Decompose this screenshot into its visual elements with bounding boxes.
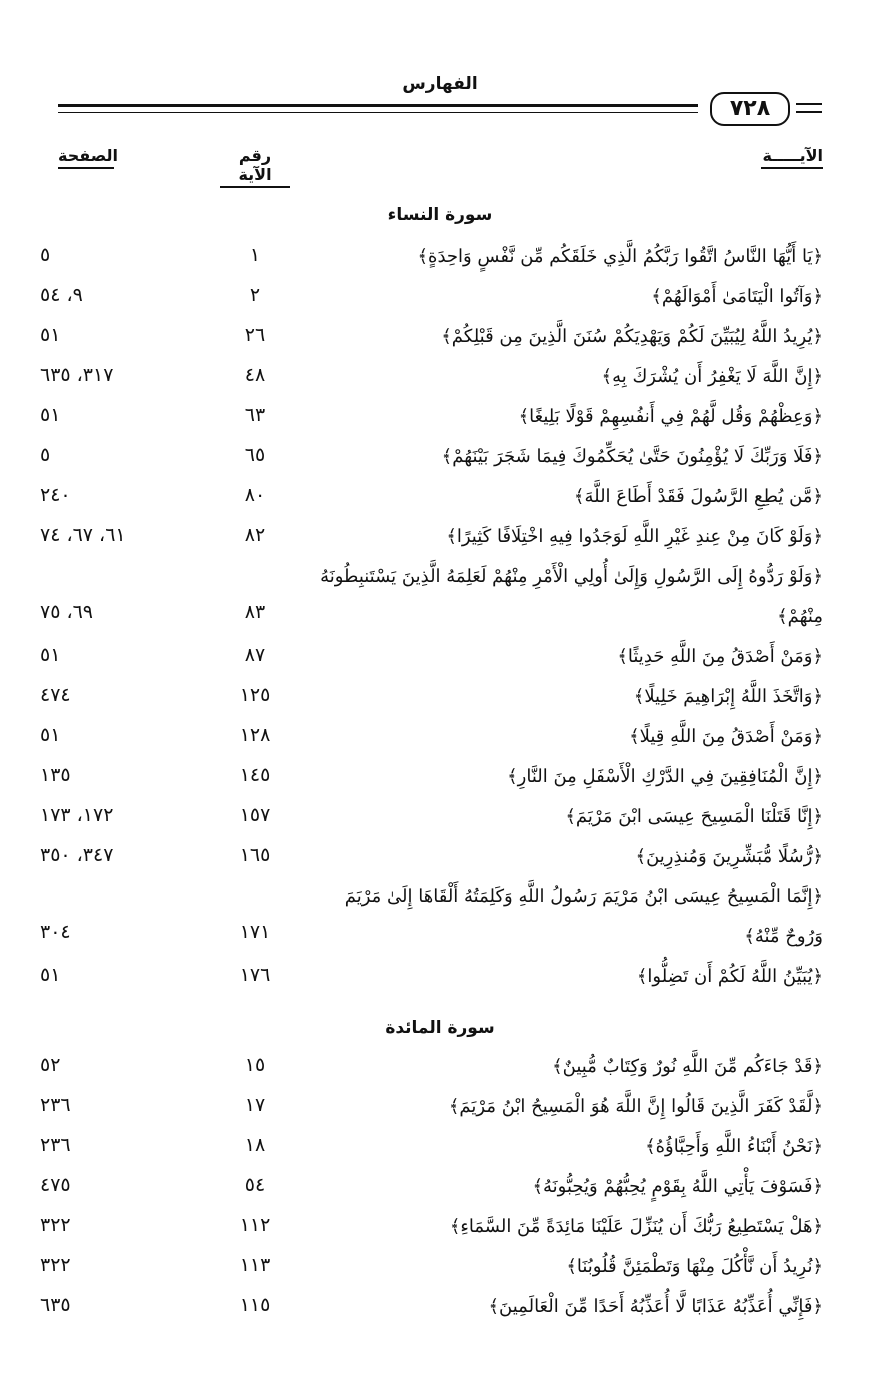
header-rule-thin [58, 112, 698, 113]
verse-text: ﴿إِنَّمَا الْمَسِيحُ عِيسَى ابْنُ مَرْيَمَ رَسُولُ اللَّهِ وَكَلِمَتُهُ أَلْقَاهَا إِلَىٰ مَرْيَمَ وَرُوحٌ مِّنْهُ﴾ [344, 886, 823, 947]
index-row [0, 1247, 885, 1287]
page-refs: ٢٣٦ [40, 1094, 71, 1116]
verse-text: ﴿إِنَّ اللَّهَ لَا يَغْفِرُ أَن يُشْرَكَ بِهِ﴾ [601, 366, 823, 387]
index-row [0, 437, 885, 477]
surah-title: سورة النساء [387, 205, 493, 225]
verse-text: ﴿وَلَوْ كَانَ مِنْ عِندِ غَيْرِ اللَّهِ لَوَجَدُوا فِيهِ اخْتِلَافًا كَثِيرًا﴾ [446, 526, 823, 547]
index-row [0, 1167, 885, 1207]
index-row [0, 677, 885, 717]
index-row [0, 237, 885, 277]
page-refs: ٣٤٧، ٣٥٠ [40, 844, 114, 866]
page-number: ٧٢٨ [710, 92, 790, 126]
verse-text: ﴿وَلَوْ رَدُّوهُ إِلَى الرَّسُولِ وَإِلَىٰ أُولِي الْأَمْرِ مِنْهُمْ لَعَلِمَهُ الَّذِينَ يَسْتَنبِطُونَهُ مِنْهُمْ﴾ [320, 566, 823, 627]
verse-text: ﴿فَسَوْفَ يَأْتِي اللَّهُ بِقَوْمٍ يُحِبُّهُمْ وَيُحِبُّونَهُ﴾ [532, 1176, 823, 1197]
verse-text: ﴿وَعِظْهُمْ وَقُل لَّهُمْ فِي أَنفُسِهِمْ قَوْلًا بَلِيغًا﴾ [518, 406, 823, 427]
column-header-ayah-number: رقم الآية [220, 146, 290, 188]
ayah-number: ١١٣ [239, 1254, 271, 1276]
ayah-number: ٨٣ [244, 601, 266, 623]
index-row [0, 477, 885, 517]
index-row [0, 877, 885, 957]
index-row [0, 797, 885, 837]
page-number-rule [796, 111, 822, 113]
index-row [0, 357, 885, 397]
verse-text: ﴿فَلَا وَرَبِّكَ لَا يُؤْمِنُونَ حَتَّىٰ يُحَكِّمُوكَ فِيمَا شَجَرَ بَيْنَهُمْ﴾ [441, 446, 823, 467]
ayah-number: ١٧١ [239, 921, 271, 943]
index-row [0, 1127, 885, 1167]
verse-text: ﴿نُرِيدُ أَن نَّأْكُلَ مِنْهَا وَتَطْمَئِنَّ قُلُوبُنَا﴾ [566, 1256, 823, 1277]
header-rule [58, 104, 698, 107]
page-refs: ٥١ [40, 964, 61, 986]
page-refs: ٢٣٦ [40, 1134, 71, 1156]
verse-text: ﴿لَّقَدْ كَفَرَ الَّذِينَ قَالُوا إِنَّ اللَّهَ هُوَ الْمَسِيحُ ابْنُ مَرْيَمَ﴾ [448, 1096, 823, 1117]
ayah-number: ١ [249, 244, 261, 266]
verse-text: ﴿هَلْ يَسْتَطِيعُ رَبُّكَ أَن يُنَزِّلَ عَلَيْنَا مَائِدَةً مِّنَ السَّمَاءِ﴾ [449, 1216, 823, 1237]
page-refs: ٤٧٤ [40, 684, 71, 706]
ayah-number: ١٤٥ [239, 764, 271, 786]
column-header-page: الصفحة [58, 146, 114, 169]
index-row [0, 317, 885, 357]
ayah-number: ١٦٥ [239, 844, 271, 866]
ayah-number: ١٥ [244, 1054, 266, 1076]
index-row [0, 637, 885, 677]
verse-text: ﴿يُرِيدُ اللَّهُ لِيُبَيِّنَ لَكُمْ وَيَهْدِيَكُمْ سُنَنَ الَّذِينَ مِن قَبْلِكُمْ﴾ [441, 326, 823, 347]
index-row [0, 1047, 885, 1087]
page-refs: ٣٢٢ [40, 1254, 71, 1276]
ayah-number: ٢٦ [244, 324, 266, 346]
index-row [0, 1287, 885, 1327]
running-title: الفهارس [402, 74, 478, 94]
verse-text: ﴿مَّن يُطِعِ الرَّسُولَ فَقَدْ أَطَاعَ اللَّهَ﴾ [573, 486, 823, 507]
page-refs: ٥ [40, 244, 51, 266]
page-refs: ٥٢ [40, 1054, 61, 1076]
index-row [0, 957, 885, 997]
page-refs: ١٣٥ [40, 764, 71, 786]
surah-title: سورة المائدة [385, 1018, 495, 1038]
page-refs: ٦١، ٦٧، ٧٤ [40, 524, 126, 546]
ayah-number: ١٢٥ [239, 684, 271, 706]
verse-text: ﴿إِنَّ الْمُنَافِقِينَ فِي الدَّرْكِ الْأَسْفَلِ مِنَ النَّارِ﴾ [507, 766, 823, 787]
ayah-number: ٨٧ [244, 644, 266, 666]
verse-text: ﴿نَحْنُ أَبْنَاءُ اللَّهِ وَأَحِبَّاؤُهُ﴾ [645, 1136, 823, 1157]
index-row [0, 517, 885, 557]
verse-text: ﴿إِنَّا قَتَلْنَا الْمَسِيحَ عِيسَى ابْنَ مَرْيَمَ﴾ [565, 806, 823, 827]
ayah-number: ٦٣ [244, 404, 266, 426]
ayah-number: ١٧ [244, 1094, 266, 1116]
ayah-number: ١٧٦ [239, 964, 271, 986]
verse-text: ﴿يُبَيِّنُ اللَّهُ لَكُمْ أَن تَضِلُّوا﴾ [636, 966, 823, 987]
index-row [0, 557, 885, 637]
verse-text: ﴿قَدْ جَاءَكُم مِّنَ اللَّهِ نُورٌ وَكِتَابٌ مُّبِينٌ﴾ [552, 1056, 823, 1077]
index-row [0, 397, 885, 437]
ayah-number: ١٥٧ [239, 804, 271, 826]
index-row [0, 1087, 885, 1127]
verse-text: ﴿وَمَنْ أَصْدَقُ مِنَ اللَّهِ قِيلًا﴾ [629, 726, 823, 747]
page-refs: ٩، ٥٤ [40, 284, 83, 306]
page-refs: ٦٣٥ [40, 1294, 71, 1316]
verse-text: ﴿فَإِنِّي أُعَذِّبُهُ عَذَابًا لَّا أُعَذِّبُهُ أَحَدًا مِّنَ الْعَالَمِينَ﴾ [488, 1296, 823, 1317]
ayah-number: ٨٠ [244, 484, 266, 506]
page-refs: ٥١ [40, 404, 61, 426]
verse-text: ﴿وَمَنْ أَصْدَقُ مِنَ اللَّهِ حَدِيثًا﴾ [617, 646, 823, 667]
page-refs: ٣٢٢ [40, 1214, 71, 1236]
ayah-number: ١١٥ [239, 1294, 271, 1316]
column-header-ayah: الآيـــــة [761, 146, 823, 169]
ayah-number: ١٢٨ [239, 724, 271, 746]
page-refs: ٥١ [40, 324, 61, 346]
page-refs: ٢٤٠ [40, 484, 71, 506]
verse-text: ﴿وَاتَّخَذَ اللَّهُ إِبْرَاهِيمَ خَلِيلًا﴾ [633, 686, 823, 707]
ayah-number: ٢ [249, 284, 261, 306]
index-row [0, 717, 885, 757]
index-row [0, 837, 885, 877]
page-refs: ٣١٧، ٦٣٥ [40, 364, 114, 386]
page-refs: ٥١ [40, 724, 61, 746]
index-row [0, 1207, 885, 1247]
verse-text: ﴿وَآتُوا الْيَتَامَىٰ أَمْوَالَهُمْ﴾ [651, 286, 823, 307]
verse-text: ﴿يَا أَيُّهَا النَّاسُ اتَّقُوا رَبَّكُمُ الَّذِي خَلَقَكُم مِّن نَّفْسٍ وَاحِدَةٍ﴾ [417, 246, 823, 267]
ayah-number: ٥٤ [244, 1174, 266, 1196]
ayah-number: ٤٨ [244, 364, 266, 386]
page-refs: ٤٧٥ [40, 1174, 71, 1196]
page-refs: ٦٩، ٧٥ [40, 601, 94, 623]
page-refs: ٣٠٤ [40, 921, 71, 943]
page-refs: ٥ [40, 444, 51, 466]
page-refs: ١٧٢، ١٧٣ [40, 804, 114, 826]
page-refs: ٥١ [40, 644, 61, 666]
index-row [0, 277, 885, 317]
ayah-number: ١١٢ [239, 1214, 271, 1236]
page-number-rule [796, 103, 822, 105]
index-row [0, 757, 885, 797]
verse-text: ﴿رُّسُلًا مُّبَشِّرِينَ وَمُنذِرِينَ﴾ [635, 846, 823, 867]
ayah-number: ١٨ [244, 1134, 266, 1156]
ayah-number: ٨٢ [244, 524, 266, 546]
ayah-number: ٦٥ [244, 444, 266, 466]
